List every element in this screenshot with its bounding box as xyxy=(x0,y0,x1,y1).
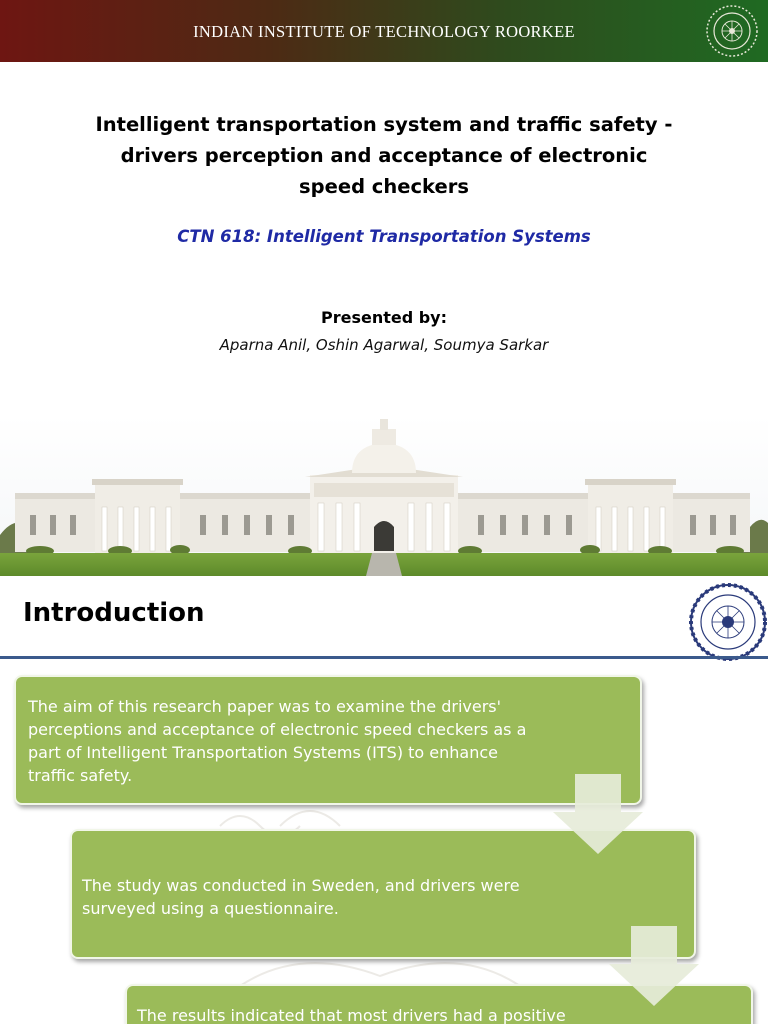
down-arrow-icon xyxy=(609,926,699,1006)
slide-title: Introduction xyxy=(23,598,205,628)
intro-point-aim xyxy=(14,675,642,805)
institute-logo-icon xyxy=(704,3,760,59)
header-bar xyxy=(0,0,768,62)
course-name: CTN 618: Intelligent Transportation Systems xyxy=(177,227,591,246)
intro-point-text: The results indicated that most drivers had a positive xyxy=(137,1006,566,1024)
title-rule xyxy=(0,656,768,659)
authors: Aparna Anil, Oshin Agarwal, Soumya Sarkar xyxy=(219,336,549,354)
down-arrow-icon xyxy=(553,774,643,854)
iit-roorkee-logo-icon xyxy=(688,582,768,662)
presented-by-label: Presented by: xyxy=(320,308,448,327)
introduction-slide xyxy=(0,576,768,1024)
institute-name: INDIAN INSTITUTE OF TECHNOLOGY ROORKEE xyxy=(193,22,575,41)
intro-point-text: The aim of this research paper was to examine the drivers' perceptions and acceptance of electronic speed checkers as a part of Intelligent Transportation Systems (ITS) to enhance traffic safety. xyxy=(28,697,527,785)
building-photo xyxy=(0,415,768,576)
intro-point-text: The study was conducted in Sweden, and drivers were surveyed using a questionnaire. xyxy=(82,876,520,918)
presentation-title: Intelligent transportation system and traffic safety - drivers perception and acceptance of electronic speed checkers xyxy=(95,113,673,198)
